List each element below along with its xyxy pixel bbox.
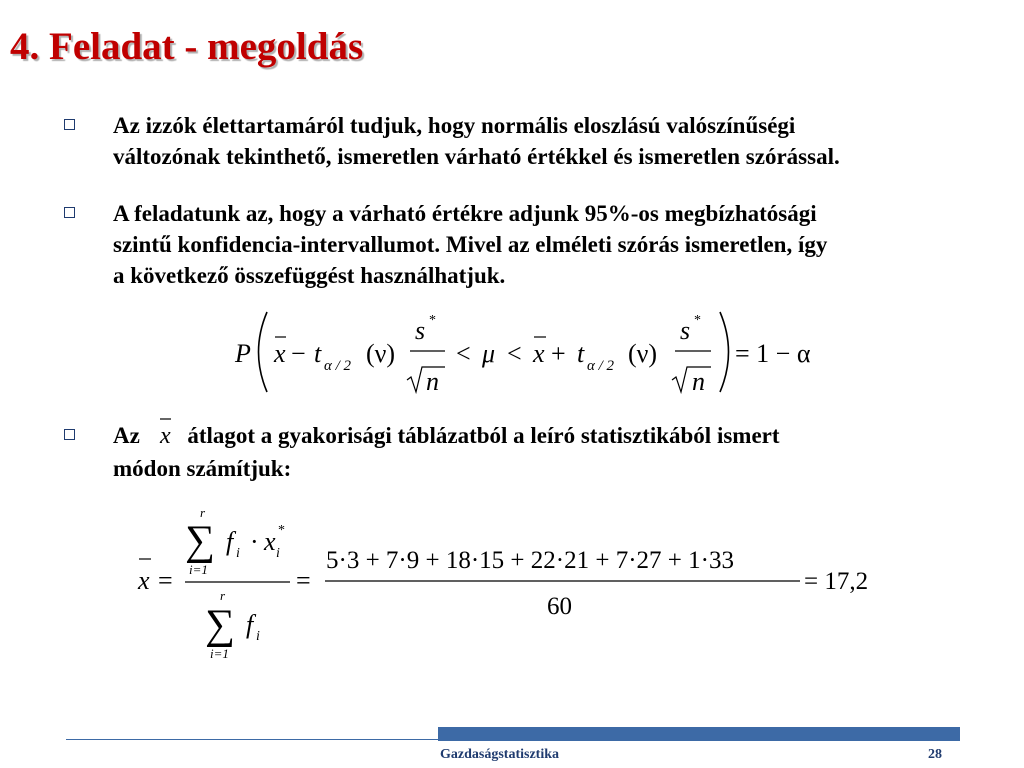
svg-text:n: n xyxy=(692,367,705,396)
svg-text:(ν): (ν) xyxy=(366,339,396,368)
sum-icon: ∑ xyxy=(205,602,235,648)
svg-text:i: i xyxy=(256,629,260,644)
svg-text:+: + xyxy=(551,339,566,368)
svg-text:f: f xyxy=(246,610,254,639)
svg-text:·: · xyxy=(250,527,259,556)
bullet-3-prefix: Az xyxy=(113,423,140,448)
svg-text:x: x xyxy=(264,527,276,556)
svg-text:x: x xyxy=(159,422,171,449)
svg-text:x: x xyxy=(533,339,545,368)
svg-text:*: * xyxy=(429,313,436,328)
svg-text:=: = xyxy=(296,566,311,595)
svg-text:t: t xyxy=(314,339,322,368)
mean-formula xyxy=(130,500,910,670)
svg-text:i: i xyxy=(236,546,240,561)
confidence-interval-formula xyxy=(230,304,830,400)
svg-text:<: < xyxy=(456,339,471,368)
bullet-3 xyxy=(64,420,1014,484)
footer-page-number: 28 xyxy=(928,747,942,762)
svg-text:i: i xyxy=(276,546,280,561)
footer-divider xyxy=(66,739,960,740)
svg-text:= 1 − α: = 1 − α xyxy=(735,339,811,368)
result: = 17,2 xyxy=(804,568,869,595)
slide-title: 4. Feladat - megoldás xyxy=(10,25,364,68)
x-bar: x xyxy=(138,566,150,595)
left-paren xyxy=(259,312,268,392)
svg-text:<: < xyxy=(507,339,522,368)
svg-text:n: n xyxy=(426,367,439,396)
svg-text:μ: μ xyxy=(482,339,496,368)
square-bullet-icon xyxy=(64,429,75,440)
bullet-3-line-1 xyxy=(113,420,1014,453)
svg-text:r: r xyxy=(220,588,226,603)
svg-text:s: s xyxy=(680,316,691,345)
svg-text:=: = xyxy=(158,566,173,595)
svg-text:t: t xyxy=(577,339,585,368)
bullet-1-line-1: Az izzók élettartamáról tudjuk, hogy normális eloszlású valószínűségi xyxy=(113,113,796,138)
x-bar: x xyxy=(274,339,286,368)
bullet-1-line-2: változónak tekinthető, ismeretlen várható értékkel és ismeretlen szórással. xyxy=(113,144,840,169)
bullet-2-line-3: a következő összefüggést használhatjuk. xyxy=(113,263,506,288)
numerator: 5·3 + 7·9 + 18·15 + 22·21 + 7·27 + 1·33 xyxy=(326,547,734,574)
svg-text:r: r xyxy=(200,505,206,520)
square-bullet-icon xyxy=(64,119,75,130)
bullet-1 xyxy=(64,110,1014,172)
bullet-3-suffix: átlagot a gyakorisági táblázatból a leíró statisztikából ismert xyxy=(187,423,780,448)
svg-text:*: * xyxy=(278,523,285,538)
svg-text:α / 2: α / 2 xyxy=(587,358,615,374)
svg-text:f: f xyxy=(226,527,234,556)
bullet-2-line-2: szintű konfidencia-intervallumot. Mivel az elméleti szórás ismeretlen, így xyxy=(113,232,828,257)
sum-icon: ∑ xyxy=(185,518,215,564)
svg-text:s: s xyxy=(415,316,426,345)
bullet-2 xyxy=(64,198,1014,291)
bullet-2-line-1: A feladatunk az, hogy a várható értékre adjunk 95%-os megbízhatósági xyxy=(113,201,817,226)
inline-x-bar xyxy=(146,423,182,453)
denominator: 60 xyxy=(547,593,572,620)
right-paren xyxy=(720,312,729,392)
footer-course: Gazdaságstatisztika xyxy=(440,747,559,762)
svg-text:i=1: i=1 xyxy=(210,646,229,661)
svg-text:i=1: i=1 xyxy=(189,562,208,577)
prob-symbol: P xyxy=(235,339,251,368)
svg-text:(ν): (ν) xyxy=(628,339,658,368)
svg-text:α / 2: α / 2 xyxy=(324,358,352,374)
bullet-3-line-2: módon számítjuk: xyxy=(113,455,292,481)
square-bullet-icon xyxy=(64,207,75,218)
svg-text:−: − xyxy=(291,339,306,368)
svg-text:*: * xyxy=(694,313,701,328)
